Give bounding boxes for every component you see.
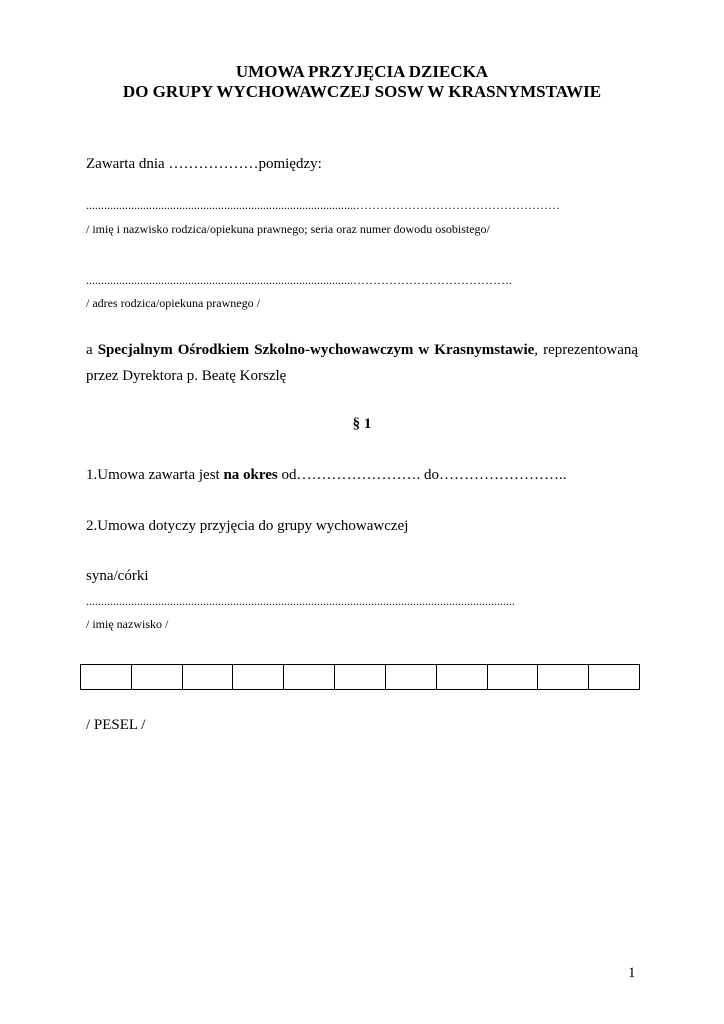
parent-address-caption: / adres rodzica/opiekuna prawnego / [86,296,260,310]
clause-1-pre: 1.Umowa zawarta jest [86,467,224,483]
institution-name: Specjalnym Ośrodkiem Szkolno-wychowawczym w Krasnymstawie [97,342,535,358]
clause-1-post: od……………………. do…………………….. [277,467,567,483]
party-line2: przez Dyrektora p. Beatę Korszlę [86,368,287,384]
pesel-cell[interactable] [436,665,487,690]
party-suffix: , reprezentowaną [534,342,639,358]
document-title-line2: DO GRUPY WYCHOWAWCZEJ SOSW W KRASNYMSTAWIE [122,82,602,101]
child-name-caption: / imię nazwisko / [86,617,169,631]
document-title-line1: UMOWA PRZYJĘCIA DZIECKA [235,62,489,81]
pesel-cell[interactable] [335,665,386,690]
section-heading: § 1 [352,416,372,432]
pesel-boxes [80,664,640,690]
pesel-cell[interactable] [182,665,233,690]
clause-1-bold: na okres [223,467,278,483]
party-line [86,342,638,359]
pesel-cell[interactable] [284,665,335,690]
pesel-caption: / PESEL / [86,717,146,733]
pesel-cell[interactable] [589,665,640,690]
pesel-cell[interactable] [385,665,436,690]
parent-name-dotted-line: ..........................................................................................…………………………………………… [86,198,560,212]
child-name-dotted-line: ............................................................................................................................................... [86,594,515,608]
pesel-cell[interactable] [81,665,132,690]
page-number: 1 [628,965,636,981]
parent-address-dotted-line: .........................................................................................…………………………………. [86,273,512,287]
clause-1 [86,467,567,484]
pesel-cell[interactable] [233,665,284,690]
pesel-cell[interactable] [538,665,589,690]
pesel-cell[interactable] [131,665,182,690]
pesel-cell[interactable] [487,665,538,690]
parent-name-caption: / imię i nazwisko rodzica/opiekuna prawnego; seria oraz numer dowodu osobistego/ [86,222,490,236]
clause-2: 2.Umowa dotyczy przyjęcia do grupy wychowawczej [86,518,409,534]
child-label: syna/córki [86,568,149,584]
concluded-date-line: Zawarta dnia ………………pomiędzy: [86,156,322,172]
party-prefix: a [86,342,93,358]
